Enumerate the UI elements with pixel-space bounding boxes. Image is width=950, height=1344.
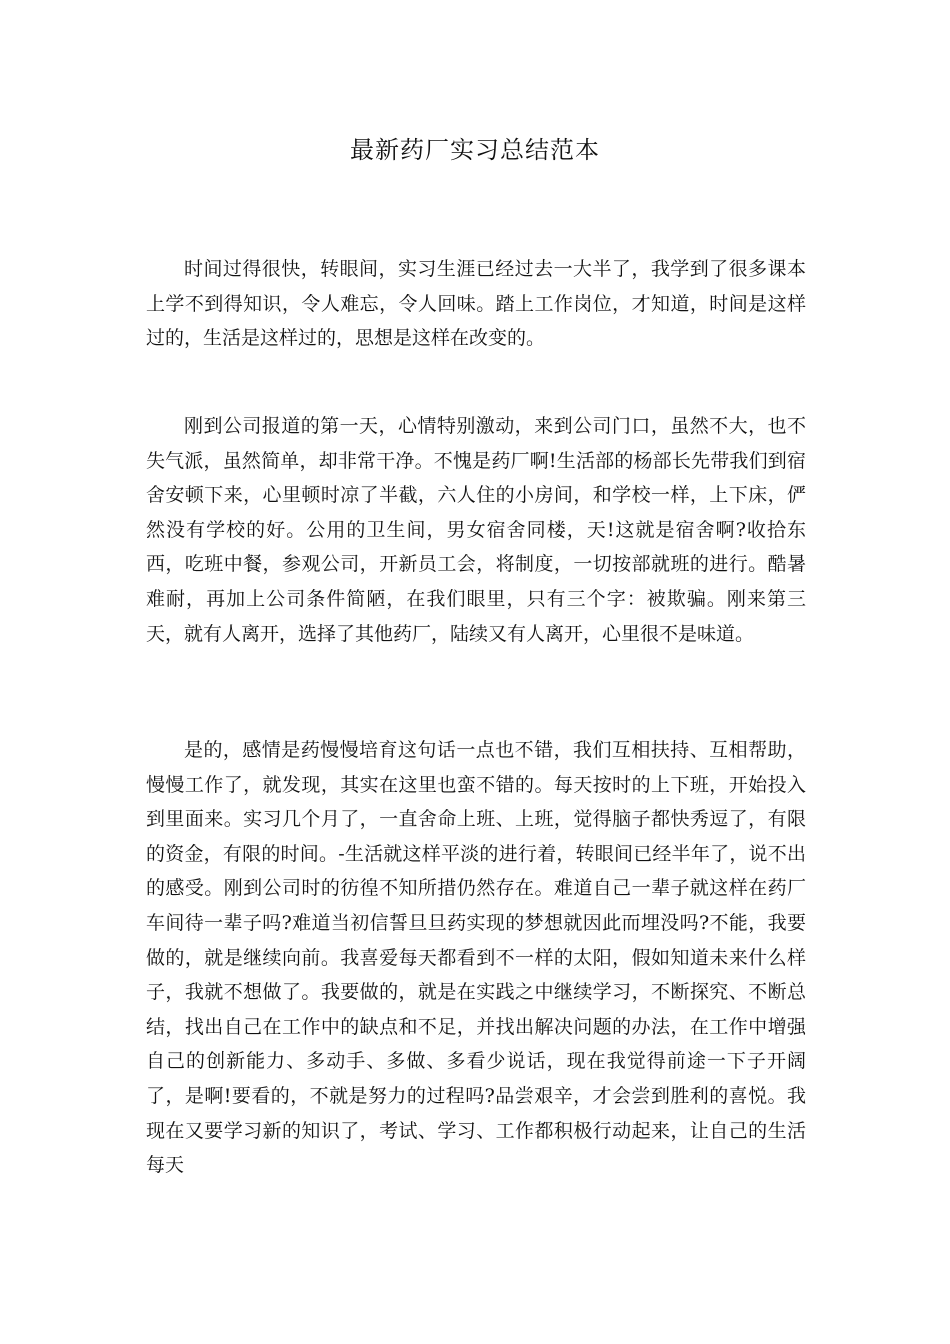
document-title: 最新药厂实习总结范本 [350,136,600,164]
paragraph-3: 是的，感情是药慢慢培育这句话一点也不错，我们互相扶持、互相帮助，慢慢工作了，就发现，其实在这里也蛮不错的。每天按时的上下班，开始投入到里面来。实习几个月了，一直舍命上班、上班，觉得脑子都快秀逗了，有限的资金，有限的时间。-生活就这样平淡的进行着，转眼间已经半年了，说不出的感受。刚到公司时的彷徨不知所措仍然存在。难道自己一辈子就这样在药厂车间待一辈子吗?难道当初信誓旦旦药实现的梦想就因此而埋没吗?不能，我要做的，就是继续向前。我喜爱每天都看到不一样的太阳，假如知道未来什么样子，我就不想做了。我要做的，就是在实践之中继续学习，不断探究、不断总结，找出自己在工作中的缺点和不足，并找出解决问题的办法，在工作中增强自己的创新能力、多动手、多做、多看少说话，现在我觉得前途一下子开阔了，是啊!要看的，不就是努力的过程吗?品尝艰辛，才会尝到胜利的喜悦。我现在又要学习新的知识了，考试、学习、工作都积极行动起来，让自己的生活每天 [146,739,806,1177]
paragraph-2: 刚到公司报道的第一天，心情特别激动，来到公司门口，虽然不大，也不失气派，虽然简单，却非常干净。不愧是药厂啊!生活部的杨部长先带我们到宿舍安顿下来，心里顿时凉了半截，六人住的小房间，和学校一样，上下床，俨然没有学校的好。公用的卫生间，男女宿舍同楼，天!这就是宿舍啊?收拾东西，吃班中餐，参观公司，开新员工会，将制度，一切按部就班的进行。酷暑难耐，再加上公司条件简陋，在我们眼里，只有三个字：被欺骗。刚来第三天，就有人离开，选择了其他药厂，陆续又有人离开，心里很不是味道。 [146,415,806,645]
paragraph-1: 时间过得很快，转眼间，实习生涯已经过去一大半了，我学到了很多课本上学不到得知识，令人难忘，令人回味。踏上工作岗位，才知道，时间是这样过的，生活是这样过的，思想是这样在改变的。 [146,258,806,350]
